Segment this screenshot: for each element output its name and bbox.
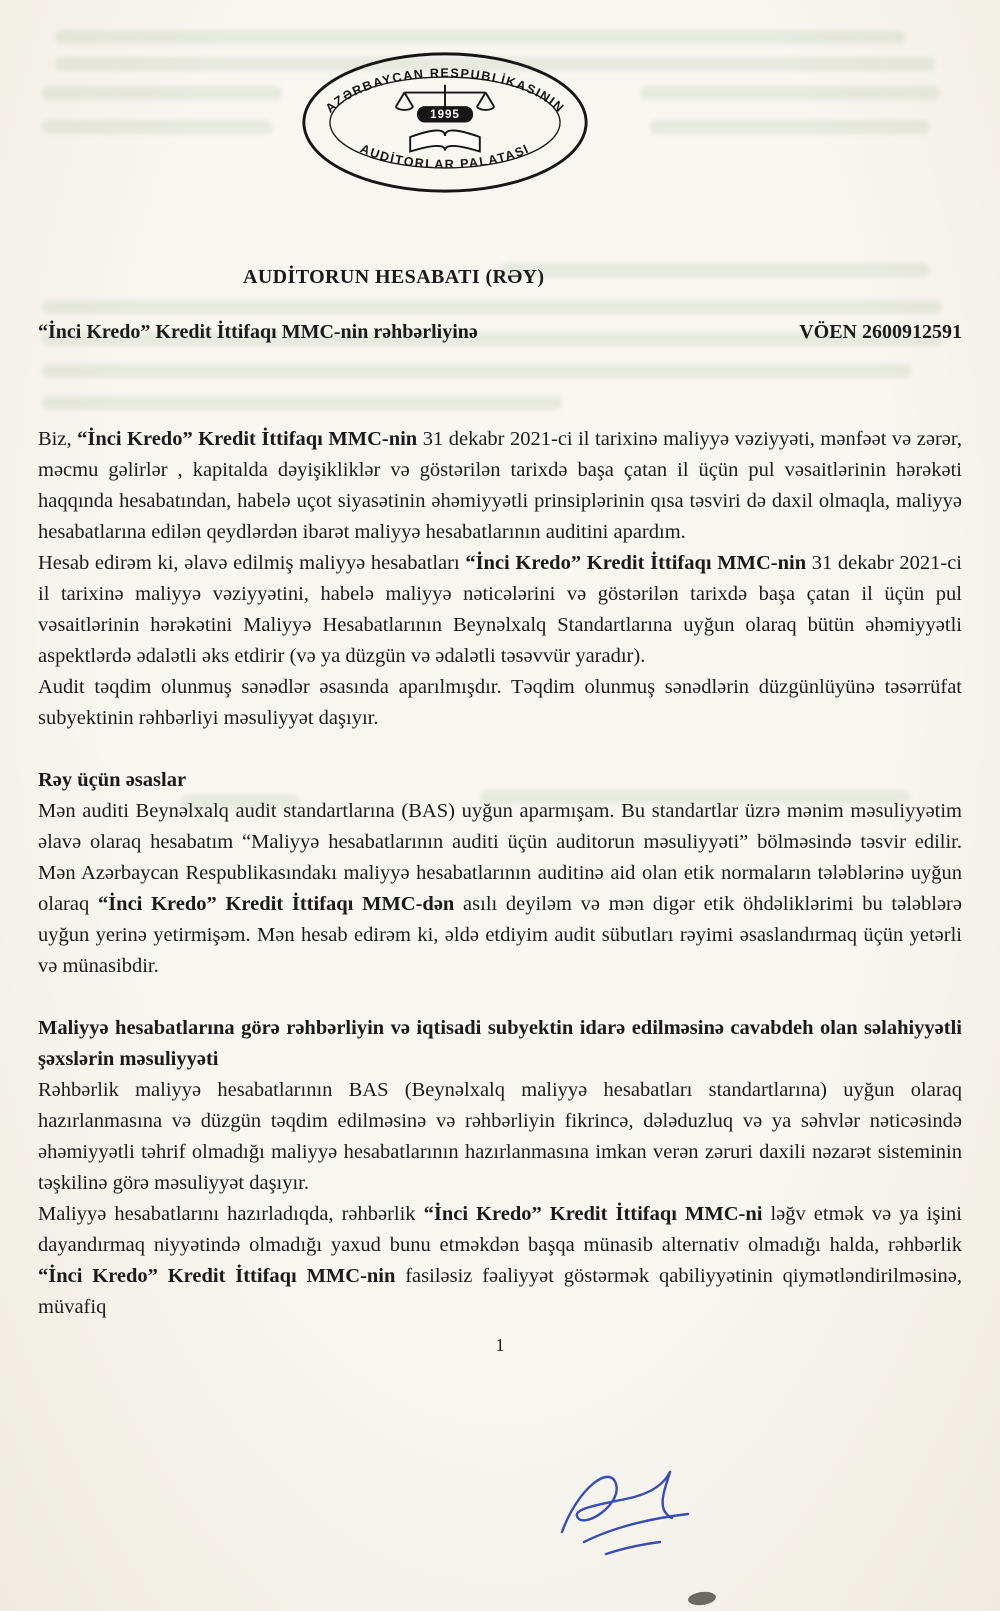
paragraph: Rəhbərlik maliyyə hesabatlarının BAS (Beynəlxalq maliyyə hesabatları standartlarına) uyğun olaraq hazırlanmasına və düzgün təqdim edilməsinə və rəhbərliyin fikrincə, dələduzluq və ya səhvlər nəticəsində əhəmiyyətli təhrif olmadığı maliyyə hesabatlarının hazırlanmasına imkan verən zəruri daxili nəzarət sisteminin təşkilinə görə məsuliyyət daşıyır. [38, 1079, 962, 1194]
paragraph: Hesab edirəm ki, əlavə edilmiş maliyyə hesabatları “İnci Kredo” Kredit İttifaqı MMC-nin 31 dekabr 2021-ci il tarixinə maliyyə vəziyyətini, habelə maliyyə nəticələrini və göstərilən tarixdə başa çatan il üçün pul vəsaitlərinin hərəkətini Maliyyə Hesabatlarının Beynəlxalq Standartlarına uyğun olaraq bütün əhəmiyyətli aspektlərdə ədalətli əks etdirir (və ya düzgün və ədalətli təsəvvür yaradır). [38, 552, 962, 667]
paragraph: Mən auditi Beynəlxalq audit standartlarına (BAS) uyğun aparmışam. Bu standartlar üzrə mənim məsuliyyətim əlavə olaraq hesabatım “Maliyyə hesabatlarının auditi üçün auditorun məsuliyyəti” bölməsində təsvir edilir. Mən Azərbaycan Respublikasındakı maliyyə hesabatlarının auditinə aid olan etik normaların tələblərinə uyğun olaraq “İnci Kredo” Kredit İttifaqı MMC-dən asılı deyiləm və mən digər etik öhdəliklərimi bu tələblərə uyğun yerinə yetirmişəm. Mən hesab edirəm ki, əldə etdiyim audit sübutları rəyimi əsaslandırmaq üçün yetərli və münasibdir. [38, 800, 962, 977]
open-book-icon [410, 130, 480, 151]
seal-container [0, 50, 907, 200]
paragraph: Audit təqdim olunmuş sənədlər əsasında aparılmışdır. Təqdim olunmuş sənədlərin düzgünlüyünə təsərrüfat subyektinin rəhbərliyi məsuliyyət daşıyır. [38, 676, 962, 729]
voen-number: VÖEN 2600912591 [799, 321, 962, 343]
auditors-chamber-seal-icon [300, 50, 590, 195]
signature [548, 1458, 728, 1578]
document-title: AUDİTORUN HESABATI (RƏY) [243, 266, 545, 288]
paragraph: Maliyyə hesabatlarını hazırladıqda, rəhbərlik “İnci Kredo” Kredit İttifaqı MMC-ni ləğv etmək və ya işini dayandırmaq niyyətində olmadığı yaxud bunu etməkdən başqa münasib alternativ olmadığı halda, rəhbərlik “İnci Kredo” Kredit İttifaqı MMC-nin fasiləsiz fəaliyyət göstərmək qabiliyyətinin qiymətləndirilməsinə, müvafiq [38, 1203, 962, 1318]
paragraph: Biz, “İnci Kredo” Kredit İttifaqı MMC-nin 31 dekabr 2021-ci il tarixinə maliyyə vəziyyəti, mənfəət və zərər, məcmu gəlirlər , kapitalda dəyişikliklər və göstərilən tarixdə başa çatan il üçün pul vəsaitlərinin hərəkəti haqqında hesabatından, habelə uçot siyasətinin əhəmiyyətli prinsiplərinin qısa təsviri də daxil olmaqla, maliyyə hesabatlarına edilən qeydlərdən ibarət maliyyə hesabatlarının auditini apardım. [38, 428, 963, 543]
addressee: “İnci Kredo” Kredit İttifaqı MMC-nin rəhbərliyinə [38, 321, 478, 343]
page-number: 1 [495, 1335, 505, 1355]
section-heading: Maliyyə hesabatlarına görə rəhbərliyin və iqtisadi subyektin idarə edilməsinə cavabdeh olan səlahiyyətli şəxslərin məsuliyyəti [38, 1017, 962, 1070]
section-heading: Rəy üçün əsaslar [38, 769, 187, 791]
ink-smudge [687, 1590, 716, 1606]
document-body [38, 424, 962, 1323]
seal-arc-bottom-text: AUDİTORLAR PALATASI [358, 141, 532, 172]
seal-arc-top-text: AZƏRBAYCAN RESPUBLİKASININ [322, 66, 568, 116]
bleedthrough-artifact [55, 30, 905, 44]
seal-year-text: 1995 [430, 108, 460, 122]
addressee-row [38, 321, 962, 344]
